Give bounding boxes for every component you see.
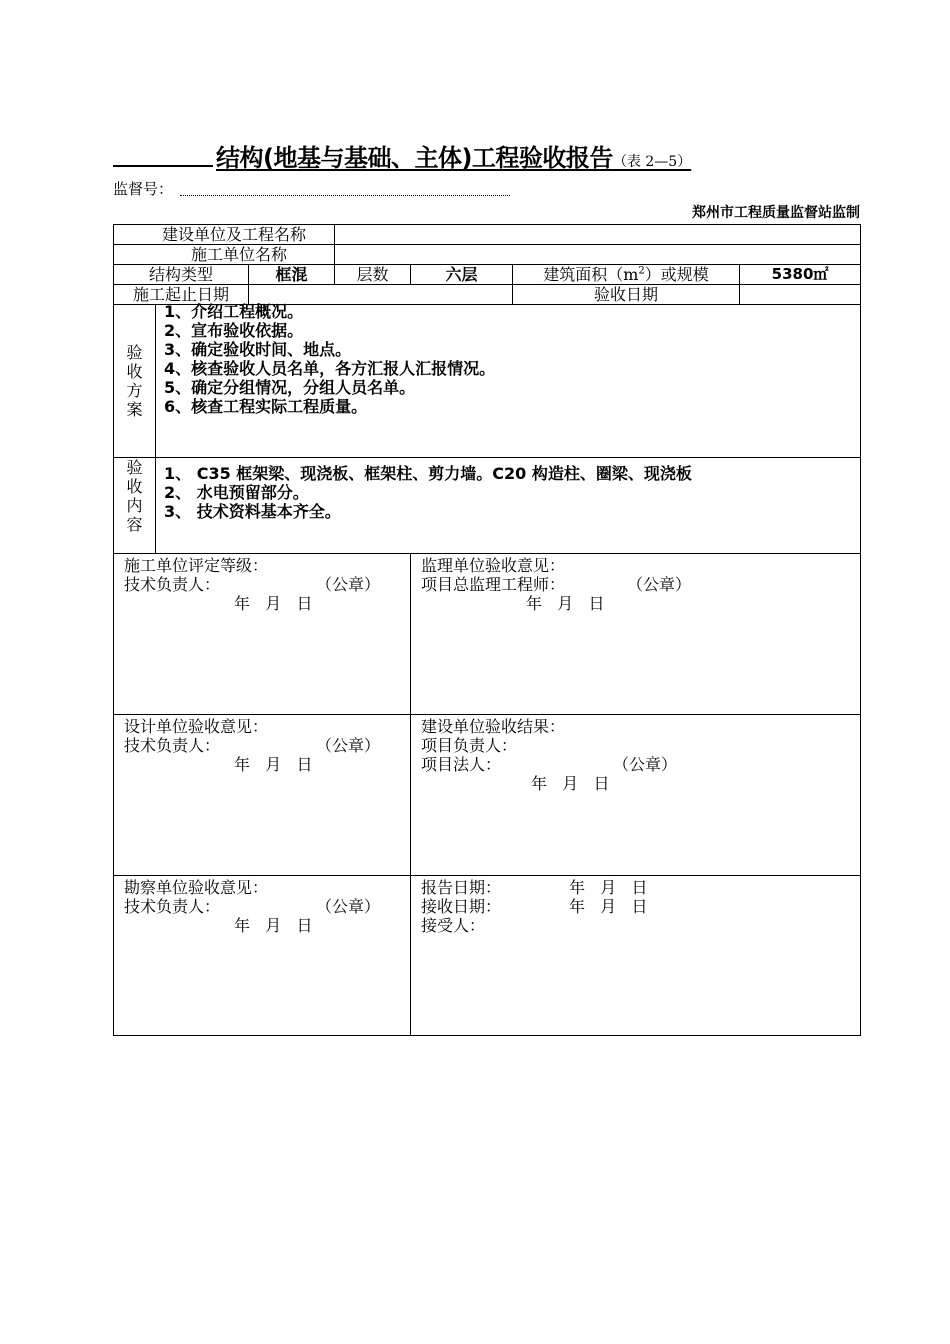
owner-legal-label: 项目法人： <box>421 755 502 774</box>
content-label-char: 验 <box>126 458 143 477</box>
area-label-post: ）或规模 <box>644 265 709 284</box>
plan-item: 4、核查验收人员名单，各方汇报人汇报情况。 <box>164 359 496 378</box>
project-name-label-text: 建设单位及工程名称 <box>162 225 307 244</box>
plan-label-char: 方 <box>126 381 143 400</box>
area-label-sup: 2 <box>638 265 645 277</box>
area-value[interactable]: 5380㎡ <box>740 265 861 285</box>
supervisor-person-label: 项目总监理工程师： <box>421 575 566 594</box>
owner-opinion[interactable] <box>411 715 861 876</box>
designer-seal: （公章） <box>316 736 381 755</box>
contractor-date: 年 月 日 <box>234 594 313 613</box>
receive-date-label: 接收日期： <box>421 897 502 916</box>
contractor-seal: （公章） <box>316 575 381 594</box>
structure-type-label: 结构类型 <box>114 265 249 285</box>
report-date-label: 报告日期： <box>421 878 502 897</box>
owner-date: 年 月 日 <box>531 774 610 793</box>
survey-opinion-title: 勘察单位验收意见： <box>124 878 269 897</box>
floors-label: 层数 <box>335 265 411 285</box>
supervisor-seal: （公章） <box>627 575 692 594</box>
plan-list <box>156 302 861 458</box>
plan-item: 2、宣布验收依据。 <box>164 321 304 340</box>
survey-seal: （公章） <box>316 897 381 916</box>
owner-opinion-title: 建设单位验收结果： <box>421 717 566 736</box>
title-main-text: 结构(地基与基础、主体)工程验收报告 <box>216 144 613 172</box>
contractor-name-value[interactable] <box>335 245 861 265</box>
designer-opinion[interactable] <box>114 715 411 876</box>
owner-seal: （公章） <box>613 755 678 774</box>
content-label-char: 容 <box>126 515 143 534</box>
plan-label-char: 验 <box>126 343 143 362</box>
content-label-char: 收 <box>126 477 143 496</box>
plan-label-char: 收 <box>126 362 143 381</box>
title-row <box>113 138 773 172</box>
report-info[interactable] <box>411 876 861 1036</box>
contractor-opinion-title: 施工单位评定等级： <box>124 556 269 575</box>
designer-date: 年 月 日 <box>234 755 313 774</box>
plan-item: 6、核查工程实际工程质量。 <box>164 397 368 416</box>
content-list <box>156 458 861 554</box>
receiver-label: 接受人： <box>421 916 486 935</box>
contractor-opinion[interactable] <box>114 554 411 715</box>
title-suffix: （表 2—5） <box>612 154 692 170</box>
receive-date-value: 年 月 日 <box>569 897 648 916</box>
supervisor-date: 年 月 日 <box>526 594 605 613</box>
contractor-name-label-text: 施工单位名称 <box>191 245 288 264</box>
supervisor-opinion[interactable] <box>411 554 861 715</box>
plan-item: 3、确定验收时间、地点。 <box>164 340 352 359</box>
designer-person-label: 技术负责人： <box>124 736 221 755</box>
content-item: 2、 水电预留部分。 <box>164 483 309 502</box>
content-item: 1、 C35 框架梁、现浇板、框架柱、剪力墙。C20 构造柱、圈梁、现浇板 <box>164 464 692 483</box>
report-date-value: 年 月 日 <box>569 878 648 897</box>
acceptance-date-label: 验收日期 <box>513 285 740 305</box>
owner-person-label: 项目负责人： <box>421 736 518 755</box>
station-label: 郑州市工程质量监督站监制 <box>692 205 860 221</box>
supervisor-opinion-title: 监理单位验收意见： <box>421 556 566 575</box>
page-title <box>216 138 691 173</box>
designer-opinion-title: 设计单位验收意见： <box>124 717 269 736</box>
plan-item: 1、介绍工程概况。 <box>164 302 304 321</box>
project-name-value[interactable] <box>335 225 861 245</box>
supervision-number-label: 监督号： <box>113 180 174 198</box>
survey-person-label: 技术负责人： <box>124 897 221 916</box>
survey-opinion[interactable] <box>114 876 411 1036</box>
supervision-number-line <box>180 195 510 196</box>
content-label-char: 内 <box>126 496 143 515</box>
content-label <box>114 458 156 554</box>
acceptance-form <box>113 224 861 1036</box>
area-label <box>513 265 740 285</box>
survey-date: 年 月 日 <box>234 916 313 935</box>
project-name-label <box>114 225 335 245</box>
structure-type-value[interactable]: 框混 <box>249 265 335 285</box>
floors-value[interactable]: 六层 <box>411 265 513 285</box>
content-item: 3、 技术资料基本齐全。 <box>164 502 341 521</box>
title-leading-line <box>113 165 213 167</box>
plan-item: 5、确定分组情况，分组人员名单。 <box>164 378 416 397</box>
construction-period-label: 施工起止日期 <box>114 285 249 305</box>
plan-label <box>114 305 156 458</box>
plan-label-char: 案 <box>126 400 143 419</box>
area-label-pre: 建筑面积（m <box>543 265 639 284</box>
contractor-name-label <box>114 245 335 265</box>
contractor-person-label: 技术负责人： <box>124 575 221 594</box>
